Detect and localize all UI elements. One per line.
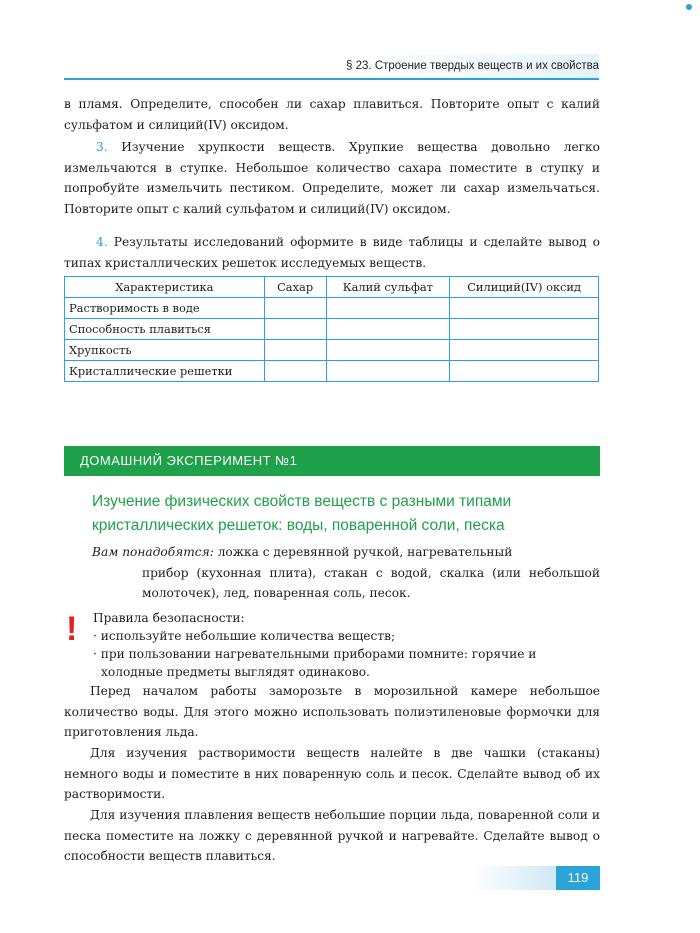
paragraph-intro: в пламя. Определите, способен ли сахар плавиться. Повторите опыт с калий сульфатом и силиций(IV) оксидом. [64, 97, 600, 132]
table-header-row [65, 277, 599, 298]
table-row [65, 340, 599, 361]
publisher-logo [686, 4, 694, 11]
section-title: § 23. Строение твердых веществ и их свойства [346, 60, 599, 72]
results-table [64, 276, 599, 382]
table-header-cell: Характеристика [65, 277, 265, 298]
materials-list [92, 542, 600, 604]
table-cell [264, 298, 326, 319]
table-cell [264, 361, 326, 382]
materials-text: ложка с деревянной ручкой, нагревательный [217, 545, 513, 559]
step-text: Изучение хрупкости веществ. Хрупкие вещества довольно легко измельчаются в ступке. Небольшое количество сахара поместите в ступку и попробуйте измельчить пестиком. Определите, может ли сахар измельчаться. Повторите опыт с калий сульфатом и силиций(IV) оксидом. [64, 140, 601, 216]
table-cell [264, 319, 326, 340]
step-3 [64, 137, 600, 219]
safety-heading: Правила безопасности: [93, 611, 245, 625]
step-text: Результаты исследований оформите в виде таблицы и сделайте вывод о типах кристаллических решеток исследуемых веществ. [64, 235, 601, 270]
safety-rules [93, 609, 600, 681]
experiment-title: Изучение физических свойств веществ с разными типами кристаллических решеток: воды, поваренной соли, песка [92, 493, 512, 534]
table-cell [450, 298, 599, 319]
table-cell [450, 319, 599, 340]
table-cell [450, 340, 599, 361]
row-label: Кристаллические решетки [65, 361, 265, 382]
safety-item: · используйте небольшие количества веществ; [93, 629, 396, 643]
table-cell [326, 340, 450, 361]
row-label: Хрупкость [65, 340, 265, 361]
materials-text-continued: прибор (кухонная плита), стакан с водой, скалка (или небольшой молоточек), лед, поваренная соль, песок. [142, 565, 600, 600]
table-header-cell: Силиций(IV) оксид [450, 277, 599, 298]
table-header-cell: Калий сульфат [326, 277, 450, 298]
materials-label: Вам понадобятся: [92, 545, 214, 559]
logo-mark-icon [686, 4, 692, 10]
step-number: 4. [96, 235, 108, 249]
table-cell [326, 361, 450, 382]
page-header [64, 54, 599, 80]
body-paragraph: Для изучения растворимости веществ налейте в две чашки (стаканы) немного воды и поместите в них поваренную соль и песок. Сделайте вывод об их растворимости. [64, 746, 600, 801]
row-label: Способность плавиться [65, 319, 265, 340]
experiment-banner: ДОМАШНИЙ ЭКСПЕРИМЕНТ №1 [64, 446, 600, 476]
safety-item: · при пользовании нагревательными приборами помните: горячие и холодные предметы выглядят одинаково. [93, 647, 537, 679]
table-row [65, 298, 599, 319]
body-paragraph: Перед началом работы заморозьте в морозильной камере небольшое количество воды. Для этого можно использовать полиэтиленовые формочки для приготовления льда. [64, 684, 600, 739]
row-label: Растворимость в воде [65, 298, 265, 319]
table-header-cell: Сахар [264, 277, 326, 298]
table-cell [326, 298, 450, 319]
page-number-fade [470, 866, 556, 890]
table-cell [450, 361, 599, 382]
table-row [65, 361, 599, 382]
table-cell [326, 319, 450, 340]
body-paragraph: Для изучения плавления веществ небольшие порции льда, поваренной соли и песка поместите на ложку с деревянной ручкой и нагревайте. Сделайте вывод о способности веществ плавиться. [64, 808, 600, 863]
page-number: 119 [556, 866, 600, 890]
warning-icon: ! [66, 610, 78, 648]
step-4 [64, 232, 600, 273]
table-cell [264, 340, 326, 361]
step-number: 3. [96, 140, 108, 154]
table-row [65, 319, 599, 340]
